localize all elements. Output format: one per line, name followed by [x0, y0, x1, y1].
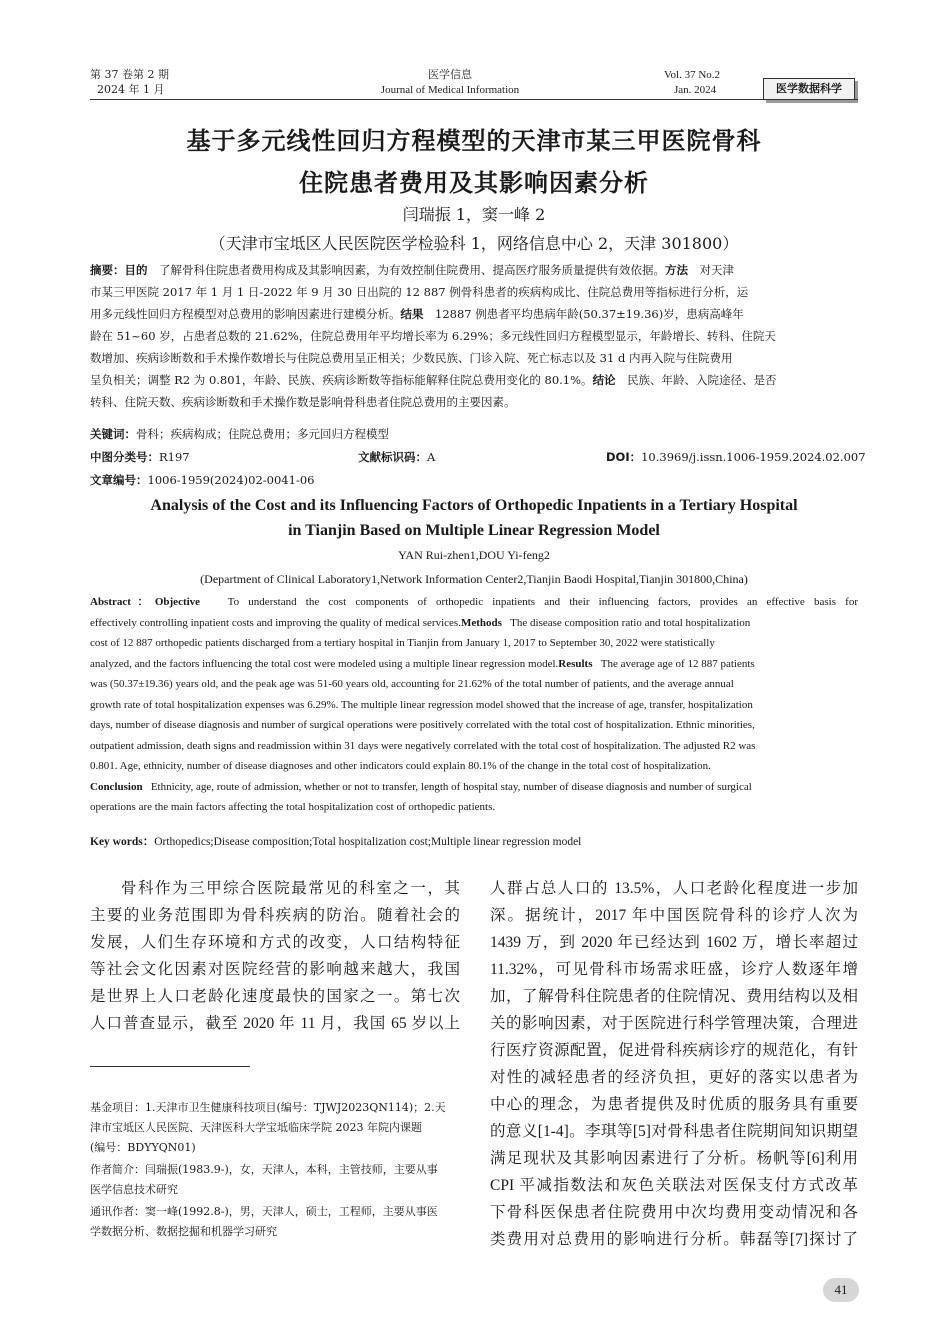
doi [606, 448, 866, 466]
abstract-cn [90, 259, 858, 413]
header-date: 2024 年 1 月 [97, 83, 165, 96]
doc-label: 文献标识码： [358, 450, 427, 464]
body-line: 11.32%，可见骨科市场需求旺盛，诊疗人数逐年增 [490, 961, 858, 978]
keywords-en [90, 833, 581, 851]
body-line: 骨科作为三甲综合医院最常见的科室之一，其 [121, 880, 460, 897]
article-number [90, 471, 314, 489]
abstract-en-line: analyzed, and the factors influencing the total cost were modeled using a multiple linear regression model. [90, 657, 559, 670]
abstract-cn-line: 12887 例患者平均患病年龄(50.37±19.36)岁，患病高峰年 [435, 307, 744, 321]
abstract-en-line: The disease composition ratio and total hospitalization [510, 616, 751, 629]
methods-label: 方法 [665, 263, 688, 277]
abstract-cn-line: 数增加、疾病诊断数和手术操作数增长与住院总费用呈正相关；少数民族、门诊入院、死亡标志以及 31 d 内再入院与住院费用 [90, 351, 733, 365]
keywords-cn-label: 关键词： [90, 427, 136, 441]
affiliation-cn: （天津市宝坻区人民医院医学检验科 1，网络信息中心 2，天津 301800） [209, 234, 739, 253]
article-value: 1006-1959(2024)02-0041-06 [147, 473, 315, 487]
doc-value: A [427, 450, 436, 464]
body-line: 下骨科医保患者住院费用中次均费用变动情况和各 [490, 1204, 858, 1221]
fund-line: 基金项目：1.天津市卫生健康科技项目(编号：TJWJ2023QN114)；2.天 [90, 1101, 446, 1114]
fund-line: (编号：BDYYQN01) [90, 1141, 196, 1154]
body-line: 发展，人们生存环境和方式的改变，人口结构特征 [90, 934, 460, 951]
results-label: 结果 [400, 307, 424, 321]
doc-code [358, 448, 435, 466]
abstract-cn-label: 摘要： [90, 263, 125, 277]
body-left-column [90, 875, 460, 1037]
body-line: 对性的减轻患者的经济负担，更好的落实以患者为 [490, 1069, 858, 1086]
header-date-en: Jan. 2024 [674, 84, 717, 96]
body-line: 深。据统计，2017 年中国医院骨科的诊疗人次为 [490, 907, 858, 924]
abstract-cn-line: 呈负相关；调整 R2 为 0.801，年龄、民族、疾病诊断数等指标能解释住院总费用变化的 80.1%。 [90, 373, 593, 387]
authors-cn: 闫瑞振 1，窦一峰 2 [402, 205, 546, 224]
keywords-cn [90, 425, 389, 443]
corresponding-author-line: 通讯作者：窦一峰(1992.8-)，男，天津人，硕士，工程师，主要从事医 [90, 1205, 438, 1218]
conclusion-label: 结论 [592, 373, 616, 387]
body-line: CPI 平减指数法和灰色关联法对医保支付方式改革 [490, 1177, 858, 1194]
abstract-en-line: days, number of disease diagnosis and number of surgical operations were positively correlated with the total cost of hospitalization. Ethnic minorities, [90, 719, 755, 731]
clc-label: 中图分类号： [90, 450, 159, 464]
keywords-en-label: Key words： [90, 836, 155, 848]
header-vol-en: Vol. 37 No.2 [664, 69, 721, 81]
body-line: 的意义[1-4]。李琪等[5]对骨科患者住院期间知识期望 [490, 1123, 858, 1140]
objective-en-label: Objective [154, 596, 201, 608]
authors-en: YAN Rui-zhen1,DOU Yi-feng2 [398, 548, 550, 562]
abstract-en-line: was (50.37±19.36) years old, and the peak age was 51-60 years old, accounting for 21.62% of the total number of patients, and the average annual [90, 678, 734, 690]
abstract-en-line: cost of 12 887 orthopedic patients discharged from a tertiary hospital in Tianjin from January 1, 2017 to September 30, 2022 were statistically [90, 637, 715, 649]
methods-en-label: Methods [460, 616, 502, 629]
body-line: 中心的理念，为患者提供及时优质的服务具有重要 [490, 1096, 858, 1113]
body-line: 等社会文化因素对医院经营的影响越来越大，我国 [90, 961, 460, 978]
article-label: 文章编号： [90, 473, 148, 487]
conclusion-en-label: Conclusion [90, 780, 143, 793]
body-line: 满足现状及其影响因素进行了分析。杨帆等[6]利用 [490, 1150, 858, 1167]
body-line: 是世界上人口老龄化速度最快的国家之一。第七次 [90, 988, 460, 1005]
objective-label: 目的 [124, 263, 148, 277]
body-line: 主要的业务范围即为骨科疾病的防治。随着社会的 [90, 907, 460, 924]
abstract-en-line: To understand the cost components of orthopedic inpatients and their influencing factors, provides an effective basis for [227, 596, 858, 608]
abstract-en-line: outpatient admission, death signs and readmission within 31 days were negatively correlated with the total cost of hospitalization. The adjusted R2 was [90, 739, 756, 752]
title-line-2: 住院患者费用及其影响因素分析 [299, 169, 649, 197]
author-info-line: 作者简介：闫瑞振(1983.9-)，女，天津人，本科，主管技师，主要从事 [90, 1163, 438, 1176]
abstract-en-line: The average age of 12 887 patients [600, 657, 755, 670]
body-line: 加，了解骨科住院患者的住院情况、费用结构以及相 [490, 988, 858, 1005]
abstract-en [90, 592, 858, 818]
section-tag: 医学数据科学 [763, 78, 855, 100]
results-en-label: Results [558, 657, 593, 670]
abstract-cn-line: 民族、年龄、入院途径、是否 [627, 373, 777, 387]
abstract-en-line: effectively controlling inpatient costs and improving the quality of medical services. [90, 616, 461, 629]
page-number: 41 [823, 1278, 859, 1302]
abstract-en-line: growth rate of total hospitalization expenses was 6.29%. The multiple linear regression model showed that the increase of age, transfer, hospitalization [90, 698, 753, 711]
header-volume-issue: 第 37 卷第 2 期 [90, 68, 169, 81]
footnotes [90, 1098, 462, 1242]
title-line-1: 基于多元线性回归方程模型的天津市某三甲医院骨科 [186, 127, 762, 155]
body-line: 人口普查显示，截至 2020 年 11 月，我国 65 岁以上 [90, 1015, 460, 1032]
abstract-en-line: operations are the main factors affecting the total hospitalization cost of orthopedic patients. [90, 801, 496, 813]
body-line: 关的影响因素，对于医院进行科学管理决策，合理进 [490, 1015, 858, 1032]
corresponding-author-line: 学数据分析、数据挖掘和机器学习研究 [90, 1225, 277, 1238]
abstract-cn-line: 转科、住院天数、疾病诊断数和手术操作数是影响骨科患者住院总费用的主要因素。 [90, 395, 516, 409]
fund-line: 津市宝坻区人民医院、天津医科大学宝坻临床学院 2023 年院内课题 [90, 1121, 422, 1134]
abstract-en-line: Ethnicity, age, route of admission, whether or not to transfer, length of hospital stay, number of disease diagnosis and number of surgical [150, 780, 752, 793]
doi-label: DOI： [606, 450, 642, 464]
body-line: 类费用对总费用的影响进行分析。韩磊等[7]探讨了 [490, 1231, 858, 1248]
clc-value: R197 [159, 450, 190, 464]
keywords-en-text: Orthopedics;Disease composition;Total hospitalization cost;Multiple linear regression model [154, 836, 582, 848]
abstract-en-label: Abstract： [90, 596, 155, 608]
abstract-cn-line: 了解骨科住院患者费用构成及其影响因素，为有效控制住院费用、提高医疗服务质量提供有效依据。 [159, 263, 665, 277]
body-right-column [490, 875, 858, 1253]
body-line: 行医疗资源配置，促进骨科疾病诊疗的规范化，有针 [490, 1042, 858, 1059]
affiliation-en: (Department of Clinical Laboratory1,Network Information Center2,Tianjin Baodi Hospital,Tianjin 301800,China) [200, 572, 748, 586]
body-line: 人群占总人口的 13.5%，人口老龄化程度进一步加 [490, 880, 858, 897]
body-line: 1439 万，到 2020 年已经达到 1602 万，增长率超过 [490, 934, 858, 951]
author-info-line: 医学信息技术研究 [90, 1183, 178, 1196]
en-title-line-2: in Tianjin Based on Multiple Linear Regression Model [288, 522, 660, 539]
abstract-cn-line: 用多元线性回归方程模型对总费用的影响因素进行建模分析。 [90, 307, 401, 321]
abstract-en-line: 0.801. Age, ethnicity, number of disease diagnoses and other indicators could explain 80.1% of the change in the total cost of hospitalization. [90, 760, 711, 772]
clc-number [90, 448, 190, 466]
header-journal-cn: 医学信息 [428, 68, 472, 81]
keywords-cn-text: 骨科；疾病构成；住院总费用；多元回归方程模型 [136, 427, 389, 441]
header-rule [90, 99, 858, 100]
en-title-line-1: Analysis of the Cost and its Influencing Factors of Orthopedic Inpatients in a Tertiary Hospital [150, 497, 798, 514]
header-journal-en: Journal of Medical Information [380, 84, 520, 96]
footnote-rule [90, 1066, 250, 1067]
abstract-cn-line: 龄在 51~60 岁，占患者总数的 21.62%，住院总费用年平均增长率为 6.29%；多元线性回归方程模型显示，年龄增长、转科、住院天 [90, 329, 776, 343]
doi-value: 10.3969/j.issn.1006-1959.2024.02.007 [641, 450, 866, 464]
abstract-cn-line: 对天津 [699, 263, 734, 277]
abstract-cn-line: 市某三甲医院 2017 年 1 月 1 日-2022 年 9 月 30 日出院的 12 887 例骨科患者的疾病构成比、住院总费用等指标进行分析，运 [90, 285, 749, 299]
